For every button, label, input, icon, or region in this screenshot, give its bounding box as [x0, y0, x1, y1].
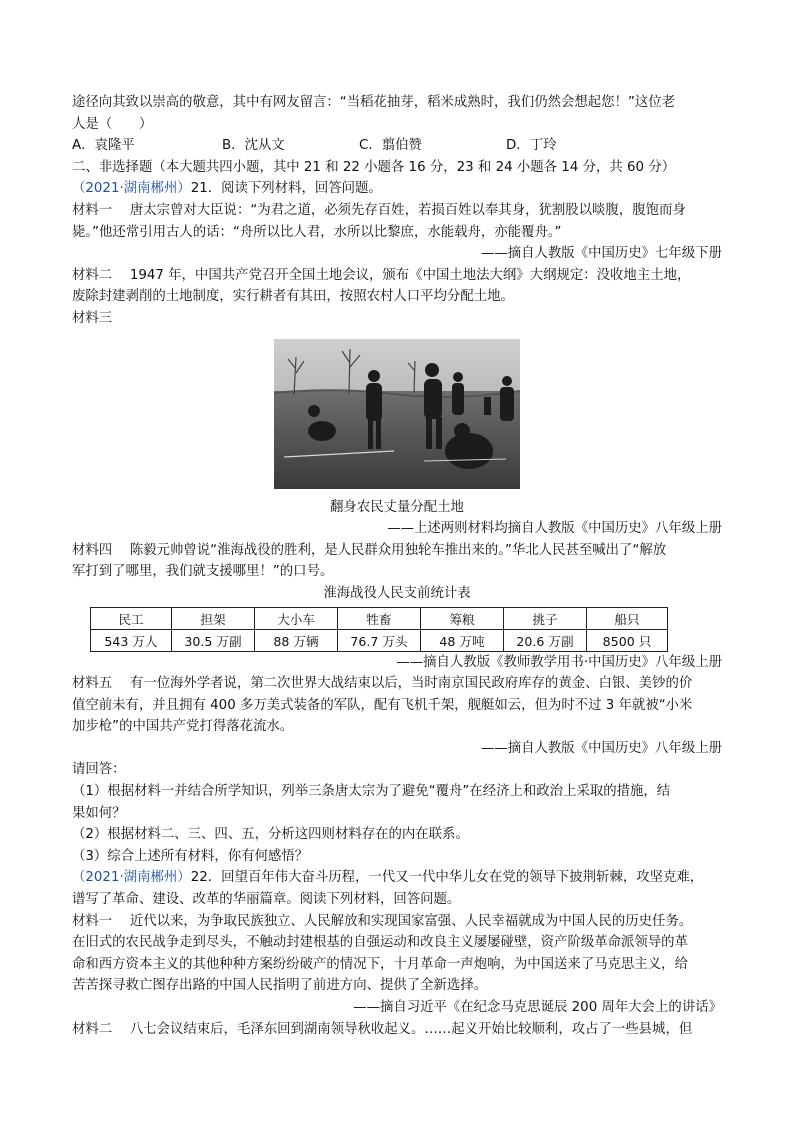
table-header-cell: 大小车: [255, 607, 338, 629]
citation: ——摘自人教版《中国历史》七年级下册: [480, 246, 722, 262]
table-header-row: [91, 607, 668, 629]
option-d: D．丁玲: [506, 138, 557, 154]
q21-material-4: 材料四 陈毅元帅曾说“淮海战役的胜利，是人民群众用独轮车推出来的。”华北人民甚至喊出了“解放: [72, 542, 667, 558]
sub-question-2: （2）根据材料二、三、四、五，分析这四则材料存在的内在联系。: [72, 827, 469, 843]
citation: ——摘自人教版《中国历史》八年级上册: [480, 740, 722, 756]
q22-stem: 谱写了革命、建设、改革的华丽篇章。阅读下列材料，回答问题。: [72, 892, 461, 908]
q21-material-5: 材料五 有一位海外学者说，第二次世界大战结束以后，当时南京国民政府库存的黄金、白银、美钞的价: [72, 676, 693, 692]
table-cell: 76.7 万头: [338, 629, 421, 651]
answer-prompt: 请回答：: [72, 762, 126, 778]
table-title: 淮海战役人民支前统计表: [323, 585, 471, 601]
table-header-cell: 挑子: [504, 607, 587, 629]
q21-material-2: 材料二 1947 年，中国共产党召开全国土地会议，颁布《中国土地法大纲》大纲规定：没收地主土地，: [72, 267, 691, 283]
table-cell: 543 万人: [91, 629, 172, 651]
sub-question-1: （1）根据材料一并结合所学知识，列举三条唐太宗为了避免“覆舟”在经济上和政治上采取的措施，结: [72, 784, 671, 800]
sub-question-3: （3）综合上述所有材料，你有何感悟？: [72, 848, 309, 864]
q22-source-tag: （2021·湖南郴州）: [72, 870, 191, 886]
q22-material-1: 命和西方资本主义的其他种种方案纷纷破产的情况下，十月革命一声炮响，为中国送来了马克思主义，给: [72, 956, 688, 972]
q22-material-1: 在旧式的农民战争走到尽头，不触动封建根基的自强运动和改良主义屡屡碰壁，资产阶级革命派领导的革: [72, 935, 688, 951]
table-header-cell: 筹粮: [421, 607, 504, 629]
q20-stem-line: 人是（ ）: [72, 116, 153, 132]
q21-material-5: 加步枪”的中国共产党打得落花流水。: [72, 719, 294, 735]
citation: ——摘自习近平《在纪念马克思诞辰 200 周年大会上的讲话》: [353, 1000, 722, 1015]
table-header-cell: 船只: [587, 607, 668, 629]
q21-material-3-label: 材料三: [72, 310, 113, 326]
q22-stem: （2021·湖南郴州）22．回望百年伟大奋斗历程，一代又一代中华儿女在党的领导下披荆斩棘，攻坚克难，: [72, 870, 704, 886]
table-header-cell: 牲畜: [338, 607, 421, 629]
option-a: A．袁隆平: [72, 138, 135, 154]
table-cell: 88 万辆: [255, 629, 338, 651]
table-header-cell: 民工: [91, 607, 172, 629]
q21-source-tag: （2021·湖南郴州）: [72, 181, 191, 197]
photo-caption: 翻身农民丈量分配土地: [330, 499, 464, 515]
table-cell: 48 万吨: [421, 629, 504, 651]
q21-stem: （2021·湖南郴州）21．阅读下列材料，回答问题。: [72, 181, 382, 197]
q21-material-4: 军打到了哪里，我们就支援哪里！”的口号。: [72, 564, 334, 580]
historical-photo: [274, 339, 520, 489]
q22-material-1: 苦苦探寻救亡图存出路的中国人民指明了前进方向、提供了全新选择。: [72, 978, 488, 994]
exam-page: [72, 92, 722, 1040]
table-cell: 30.5 万副: [172, 629, 255, 651]
q21-material-1: 毙。”他还常引用古人的话：“舟所以比人君，水所以比黎庶，水能载舟，亦能覆舟。”: [72, 224, 562, 240]
q22-material-2: 材料二 八七会议结束后，毛泽东回到湖南领导秋收起义。……起义开始比较顺利，攻占了一些县城，但: [72, 1021, 693, 1037]
citation: ——摘自人教版《教师教学用书·中国历史》八年级上册: [396, 654, 722, 670]
sub-question-1: 果如何？: [72, 805, 126, 821]
support-statistics-table: [90, 607, 668, 652]
q22-material-1: 材料一 近代以来，为争取民族独立、人民解放和实现国家富强、人民幸福就成为中国人民的历史任务。: [72, 913, 693, 929]
option-c: C．翦伯赞: [359, 138, 422, 154]
q20-options: [72, 135, 722, 157]
table-header-cell: 担架: [172, 607, 255, 629]
citation: ——上述两则材料均摘自人教版《中国历史》八年级上册: [387, 521, 722, 537]
table-cell: 20.6 万副: [504, 629, 587, 651]
option-b: B．沈从文: [222, 138, 285, 154]
q21-material-2: 废除封建剥削的土地制度，实行耕者有其田，按照农村人口平均分配土地。: [72, 289, 514, 305]
q21-material-1: 材料一 唐太宗曾对大臣说：“为君之道，必须先存百姓，若损百姓以奉其身，犹割股以啖腹，腹饱而身: [72, 202, 686, 218]
q20-stem-line: 途径向其致以崇高的敬意，其中有网友留言：“当稻花抽芽，稻米成熟时，我们仍然会想起您！”这位老: [72, 95, 676, 110]
table-cell: 8500 只: [587, 629, 668, 651]
section-heading: 二、非选择题（本大题共四小题，其中 21 和 22 小题各 16 分，23 和 24 小题各 14 分，共 60 分）: [72, 159, 676, 175]
table-row: [91, 629, 668, 651]
q21-material-5: 值空前未有，并且拥有 400 多万美式装备的军队，配有飞机千架，舰艇如云，但为时不过 3 年就被“小米: [72, 697, 693, 713]
